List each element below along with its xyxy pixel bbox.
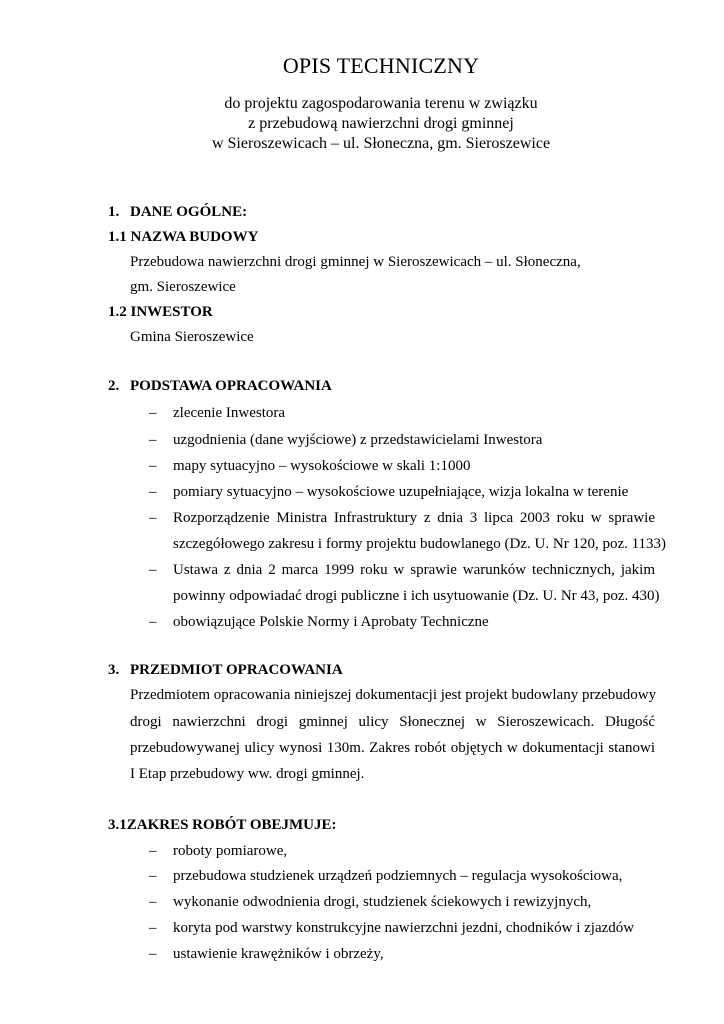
list-item-text-line-1: Ustawa z dnia 2 marca 1999 roku w sprawie warunków technicznych, jakim: [173, 562, 655, 578]
list-item-text-line-1: Rozporządzenie Ministra Infrastruktury z dnia 3 lipca 2003 roku w sprawie: [173, 510, 655, 526]
list-item-text-line-2: powinny odpowiadać drogi publiczne i ich usytuowanie (Dz. U. Nr 43, poz. 430): [173, 588, 660, 604]
section-1-heading: [108, 204, 247, 221]
subtitle-line-1: do projektu zagospodarowania terenu w związku: [224, 95, 538, 112]
section-3-title: PRZEDMIOT OPRACOWANIA: [130, 662, 343, 678]
section-3-1-heading: 3.1ZAKRES ROBÓT OBEJMUJE:: [108, 817, 337, 833]
section-1-number: 1.: [108, 204, 120, 220]
dash-bullet: –: [149, 920, 157, 936]
section-1-1-text-line-2: gm. Sieroszewice: [130, 279, 236, 295]
section-1-2-heading: 1.2 INWESTOR: [108, 304, 213, 320]
subtitle-line-3: w Sieroszewicach – ul. Słoneczna, gm. Sieroszewice: [211, 135, 551, 152]
dash-bullet: –: [149, 868, 157, 884]
section-3-number: 3.: [108, 662, 120, 678]
dash-bullet: –: [149, 894, 157, 910]
dash-bullet: –: [149, 432, 157, 448]
section-2-number: 2.: [108, 378, 120, 394]
dash-bullet: –: [149, 405, 157, 421]
list-item-text-line-2: szczegółowego zakresu i formy projektu budowlanego (Dz. U. Nr 120, poz. 1133): [173, 536, 667, 552]
section-1-2-text: Gmina Sieroszewice: [130, 329, 254, 345]
document-title: OPIS TECHNICZNY: [282, 53, 480, 78]
section-1-1-heading: 1.1 NAZWA BUDOWY: [108, 229, 259, 245]
section-3-text-line-1: Przedmiotem opracowania niniejszej dokumentacji jest projekt budowlany przebudowy: [130, 687, 657, 703]
dash-bullet: –: [149, 510, 157, 526]
dash-bullet: –: [149, 843, 157, 859]
dash-bullet: –: [149, 562, 157, 578]
section-2-title: PODSTAWA OPRACOWANIA: [130, 378, 332, 394]
dash-bullet: –: [149, 614, 157, 630]
section-1-title: DANE OGÓLNE:: [130, 204, 248, 220]
section-3-heading: [108, 662, 343, 679]
document-page: OPIS TECHNICZNY do projektu zagospodarowania terenu w związku z przebudową nawierzchni drogi gminnej w Sieroszewicach – ul. Słoneczna, gm. Sieroszewice 1. DANE OGÓLNE: 1.1 NAZWA BUDOWY Przebudowa nawierzchni drogi gminnej w Sieroszewicach – ul. Słoneczna, gm. Sieroszewice 1.2 INWESTOR Gmina Sieroszewice 2. PODSTAWA OPRACOWANIA – zlecenie Inwestora – uzgodnienia (dane wyjściowe) z przedstawicielami Inwestora – mapy sytuacyjno – wysokościowe w skali 1:1000 – pomiary sytuacyjno – wysokościowe uzupełniające, wizja lokalna w terenie – Rozporządzenie Ministra Infrastruktury z dnia 3 lipca 2003 roku w sprawie szczegółowego zakresu i formy projektu budowlanego (Dz. U. Nr 120, poz. 1133) – Ustawa z dnia 2 marca 1999 roku w sprawie warunków technicznych, jakim powinny odpowiadać drogi publiczne i ich usytuowanie (Dz. U. Nr 43, poz. 430) – obowiązujące Polskie Normy i Aprobaty Techniczne 3. PRZEDMIOT OPRACOWANIA Przedmiotem opracowania niniejszej dokumentacji jest projekt budowlany przebudowy drogi nawierzchni drogi gminnej ulicy Słonecznej w Sieroszewicach. Długość przebudowywanej ulicy wynosi 130m. Zakres robót objętych w dokumentacji stanowi I Etap przebudowy ww. drogi gminnej. 3.1ZAKRES ROBÓT OBEJMUJE: – roboty pomiarowe, – przebudowa studzienek urządzeń podziemnych – regulacja wysokościowa, – wykonanie odwodnienia drogi, studzienek ściekowych i rewizyjnych, – koryta pod warstwy konstrukcyjne nawierzchni jezdni, chodników i zjazdów – ustawienie krawężników i obrzeży,: [0, 0, 724, 1024]
dash-bullet: –: [149, 484, 157, 500]
subtitle-line-2: z przebudową nawierzchni drogi gminnej: [248, 115, 514, 132]
section-2-heading: [108, 378, 332, 395]
section-1-1-text-line-1: Przebudowa nawierzchni drogi gminnej w Sieroszewicach – ul. Słoneczna,: [130, 254, 581, 270]
dash-bullet: –: [149, 458, 157, 474]
section-3-text-line-2: drogi nawierzchni drogi gminnej ulicy Słonecznej w Sieroszewicach. Długość: [130, 714, 655, 730]
section-3-text-line-4: I Etap przebudowy ww. drogi gminnej.: [130, 766, 365, 782]
dash-bullet: –: [149, 946, 157, 962]
section-3-text-line-3: przebudowywanej ulicy wynosi 130m. Zakres robót objętych w dokumentacji stanowi: [130, 740, 655, 756]
